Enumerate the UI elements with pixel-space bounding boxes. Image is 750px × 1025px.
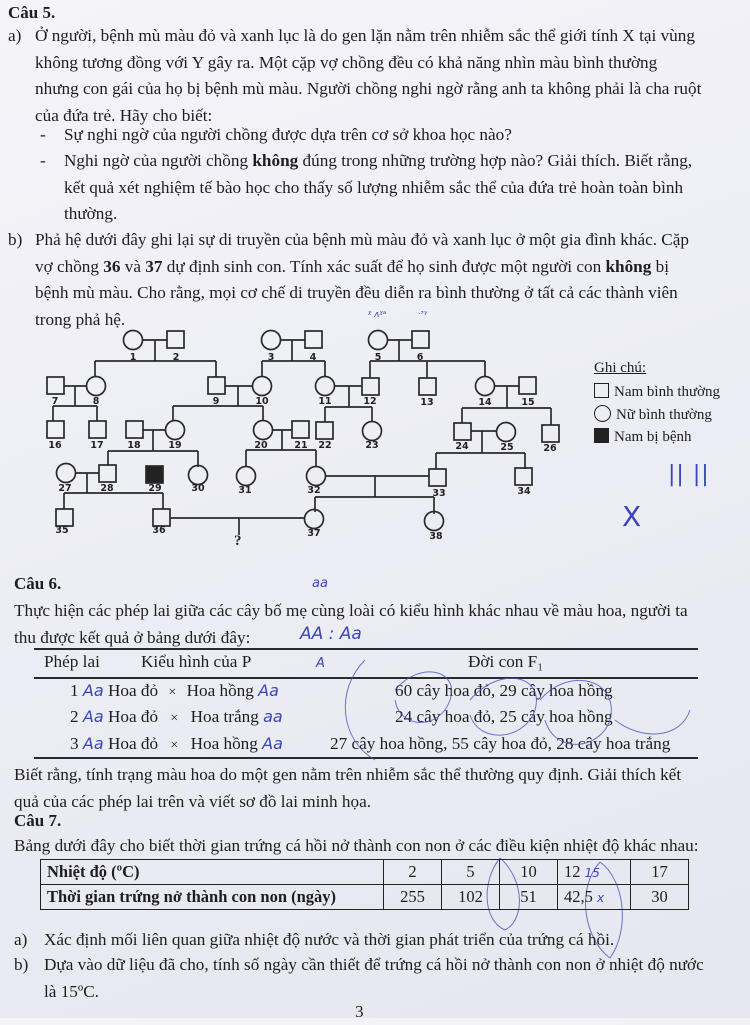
affected-male-icon <box>594 428 609 443</box>
q5a-line: Ở người, bệnh mù màu đỏ và xanh lục là do gen lặn nằm trên nhiễm sắc thể giới tính X tại vùng <box>35 26 695 45</box>
q6-header-parents: Kiểu hình của P <box>141 652 252 671</box>
svg-text:19: 19 <box>168 440 182 451</box>
svg-text:16: 16 <box>48 440 62 451</box>
svg-text:21: 21 <box>294 440 308 451</box>
svg-text:31: 31 <box>238 485 252 496</box>
svg-text:6: 6 <box>416 352 424 363</box>
svg-text:13: 13 <box>420 397 434 408</box>
q7b-text: Dựa vào dữ liệu đã cho, tính số ngày cần thiết để trứng cá hồi nở thành con non ở nhiệt độ nước là 15ºC. <box>44 955 704 1001</box>
svg-text:33: 33 <box>432 488 446 499</box>
handwritten-note: A <box>316 656 325 671</box>
q5-title: Câu 5. <box>8 3 56 22</box>
q6-row: 2 Aa Hoa đỏ × Hoa trắng aa <box>70 707 283 726</box>
q7a-label: a) <box>14 930 28 949</box>
table-row-days: Thời gian trứng nở thành con non (ngày) 255 102 51 42,5 x 30 <box>41 885 689 910</box>
member-1 <box>124 331 143 350</box>
svg-text:3: 3 <box>267 352 275 363</box>
svg-text:7: 7 <box>51 396 59 407</box>
q7-data-table <box>40 859 689 910</box>
svg-text:30: 30 <box>191 483 205 494</box>
svg-text:8: 8 <box>92 396 100 407</box>
q6-row-offspring: 60 cây hoa đỏ, 29 cây hoa hồng <box>395 681 613 700</box>
page-number: 3 <box>355 1002 364 1021</box>
svg-text:28: 28 <box>100 483 114 494</box>
q7-intro: Bảng dưới đây cho biết thời gian trứng cá hồi nở thành con non ở các điều kiện nhiệt độ khác nhau: <box>14 836 699 855</box>
female-circle-icon <box>594 405 611 422</box>
q5a-paragraph <box>35 24 740 128</box>
svg-text:38: 38 <box>429 531 443 542</box>
svg-text:24: 24 <box>455 441 469 452</box>
q6-conclusion: Biết rằng, tính trạng màu hoa do một gen nằm trên nhiễm sắc thể thường quy định. Giải thích kết quả của các phép lai trên và viết sơ đồ lai minh họa. <box>14 765 682 811</box>
q7-title: Câu 7. <box>14 811 62 830</box>
handwritten-note: ᐧᐣᵞ <box>418 310 428 320</box>
svg-text:5: 5 <box>374 352 382 363</box>
svg-text:32: 32 <box>307 485 321 496</box>
svg-text:34: 34 <box>517 486 531 497</box>
q6-row-offspring: 24 cây hoa đỏ, 25 cây hoa hồng <box>395 707 613 726</box>
svg-text:11: 11 <box>318 396 332 407</box>
svg-text:12: 12 <box>363 396 377 407</box>
handwritten-tally: || || <box>668 462 710 487</box>
q5a-bullet2: Nghi ngờ của người chồng không đúng trong những trường hợp nào? Giải thích. Biết rằng, kết quả xét nghiệm tế bào học cho thấy số lượng nhiễm sắc thể của đứa trẻ hoàn toàn bình thường. <box>64 151 693 223</box>
svg-text:15: 15 <box>521 397 535 408</box>
pedigree-legend: Ghi chú: Nam bình thường Nữ bình thường Nam bị bệnh <box>594 360 721 445</box>
q7a-text: Xác định mối liên quan giữa nhiệt độ nước và thời gian phát triển của trứng cá hồi. <box>44 930 615 949</box>
table-row-temperature: Nhiệt độ (ºC) 2 5 10 12 15 17 <box>41 860 689 885</box>
bullet-dash: - <box>40 151 46 170</box>
pedigree-chart <box>0 320 590 560</box>
q5b-label: b) <box>8 230 23 249</box>
svg-text:23: 23 <box>365 440 379 451</box>
handwritten-cross: X <box>622 500 642 533</box>
svg-text:20: 20 <box>254 440 268 451</box>
table-rule <box>34 648 698 650</box>
handwritten-note: aa <box>312 576 328 591</box>
svg-text:17: 17 <box>90 440 104 451</box>
q5b-paragraph: Phả hệ dưới đây ghi lại sự di truyền của bệnh mù màu đỏ và xanh lục ở một gia đình khác. Cặp vợ chồng 36 và 37 dự định sinh con. Tính xác suất để họ sinh được một người con không bị bệnh mù màu. Cho rằng, mọi cơ chế di truyền đều diễn ra bình thường ở tất cả các thành viên trong phả hệ. <box>35 230 689 329</box>
svg-text:35: 35 <box>55 525 69 536</box>
svg-text:2: 2 <box>172 352 180 363</box>
svg-text:1: 1 <box>129 352 137 363</box>
pedigree-question-mark: ? <box>234 533 242 549</box>
svg-text:25: 25 <box>500 442 514 453</box>
q6-header-cross: Phép lai <box>44 652 100 671</box>
svg-text:37: 37 <box>307 528 321 539</box>
svg-text:36: 36 <box>152 525 166 536</box>
svg-text:27: 27 <box>58 483 72 494</box>
q6-row-offspring: 27 cây hoa hồng, 55 cây hoa đỏ, 28 cây hoa trắng <box>330 734 671 753</box>
legend-title: Ghi chú: <box>594 360 647 376</box>
q6-row: 3 Aa Hoa đỏ × Hoa hồng Aa <box>70 734 283 753</box>
q5a-label: a) <box>8 26 22 45</box>
male-square-icon <box>594 383 609 398</box>
q5a-line: nhưng con gái của họ bị bệnh mù màu. Người chồng nghi ngờ rằng anh ta không phải là cha ruột <box>35 79 702 98</box>
q6-row: 1 Aa Hoa đỏ × Hoa hồng Aa <box>70 681 279 700</box>
q5a-bullet1: Sự nghi ngờ của người chồng được dựa trên cơ sở khoa học nào? <box>64 125 512 144</box>
svg-text:22: 22 <box>318 440 332 451</box>
q6-title: Câu 6. <box>14 574 62 593</box>
svg-text:10: 10 <box>255 396 269 407</box>
q6-intro: Thực hiện các phép lai giữa các cây bố mẹ cùng loài có kiểu hình khác nhau về màu hoa, người ta thu được kết quả ở bảng dưới đây: <box>14 601 688 647</box>
q6-header-offspring: Đời con F₁ <box>468 652 544 671</box>
handwritten-note: ᵡ ᴧᵡᵃ <box>368 310 387 320</box>
svg-text:29: 29 <box>148 483 162 494</box>
handwritten-note: AA : Aa <box>300 624 362 644</box>
svg-text:26: 26 <box>543 443 557 454</box>
table-rule <box>34 757 698 759</box>
q5a-line: không tương đồng với Y gây ra. Một cặp vợ chồng đều có khả năng nhìn màu bình thường <box>35 52 658 72</box>
bullet-dash: - <box>40 125 46 144</box>
svg-text:18: 18 <box>127 440 141 451</box>
q7b-label: b) <box>14 955 29 974</box>
svg-text:14: 14 <box>478 397 492 408</box>
svg-text:9: 9 <box>212 396 220 407</box>
q5a-line: của đứa trẻ. Hãy cho biết: <box>35 105 213 125</box>
svg-text:4: 4 <box>309 352 317 363</box>
member-2 <box>167 331 184 348</box>
